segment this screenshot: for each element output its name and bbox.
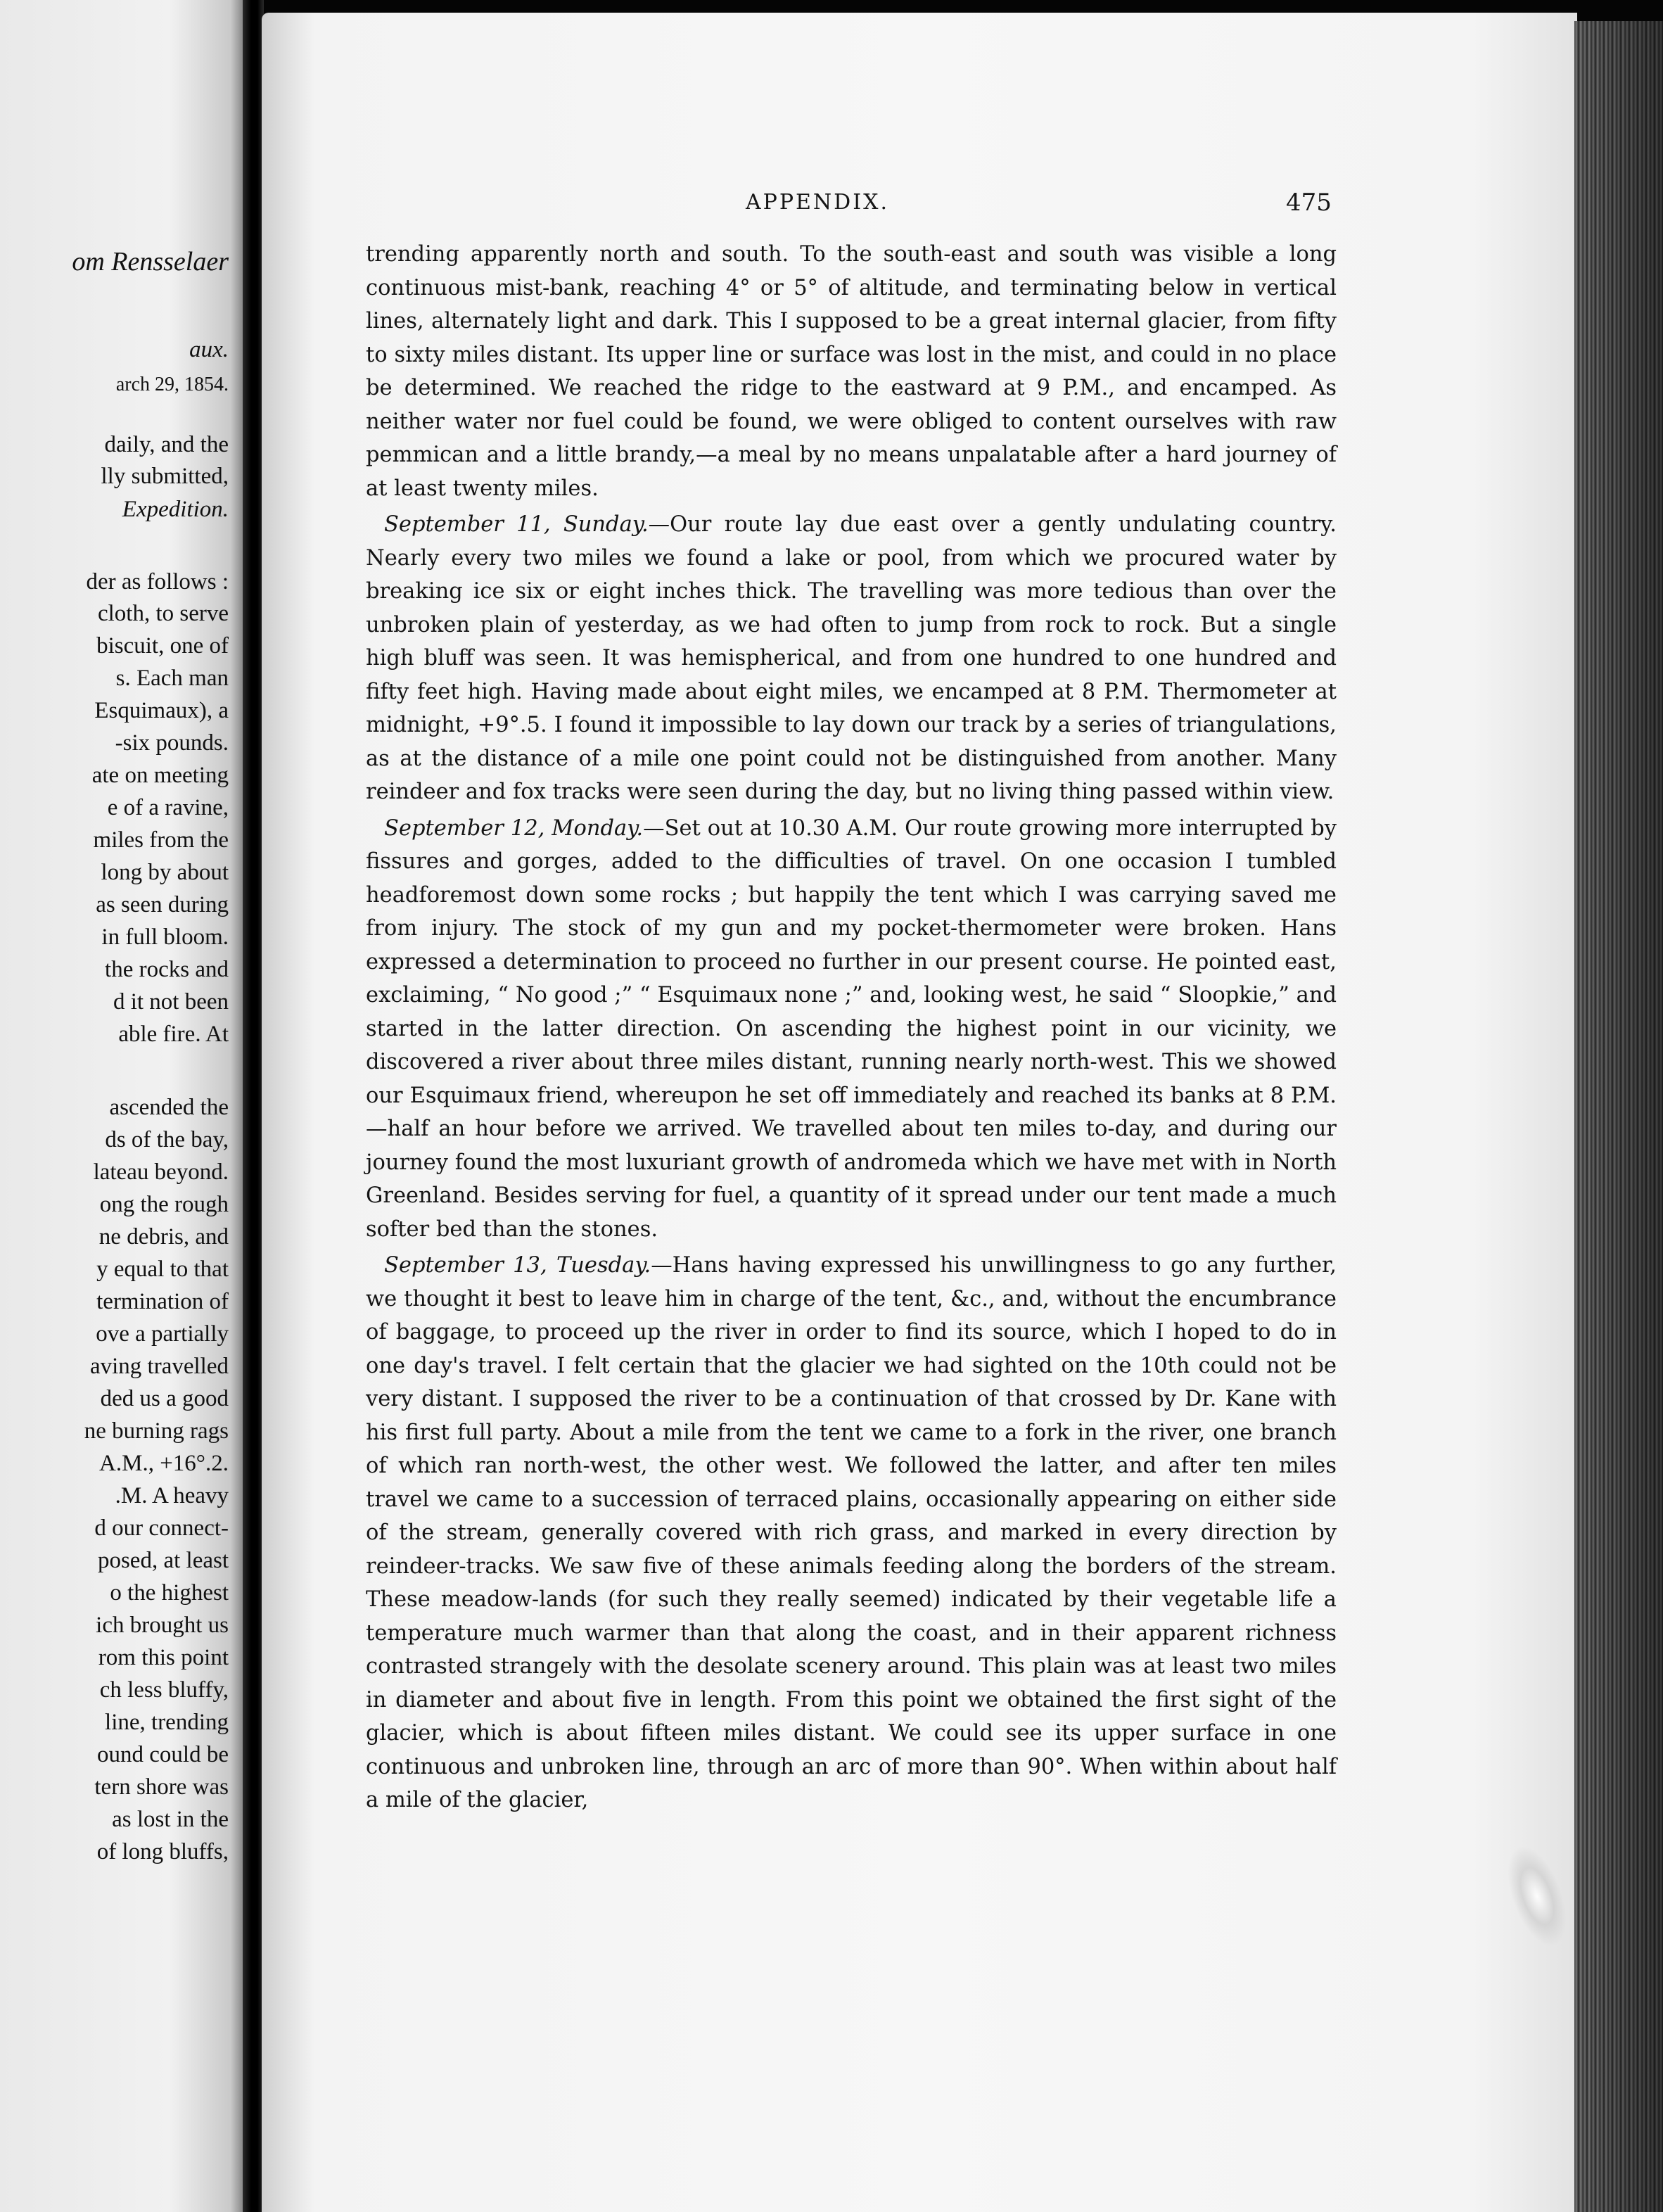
left-page-line: lly submitted, xyxy=(101,464,229,489)
left-page-line: tern shore was xyxy=(94,1774,229,1800)
entry-date: September 11, Sunday. xyxy=(384,512,649,537)
left-page-line: ove a partially xyxy=(96,1321,229,1347)
entry-date: September 13, Tuesday. xyxy=(384,1253,651,1278)
paragraph-sept-13 xyxy=(366,1249,1337,1817)
left-page-line: ound could be xyxy=(97,1742,229,1767)
left-page-line: rom this point xyxy=(98,1645,229,1670)
left-page-fragment xyxy=(0,0,243,2212)
left-page-line: -six pounds. xyxy=(115,730,229,756)
left-page-line: termination of xyxy=(96,1289,229,1314)
left-page-line: of long bluffs, xyxy=(96,1839,229,1864)
left-page-line: aux. xyxy=(189,337,229,362)
left-page-line: ds of the bay, xyxy=(105,1127,229,1152)
left-page-line: biscuit, one of xyxy=(96,633,229,659)
left-page-line: able fire. At xyxy=(118,1022,229,1047)
left-page-line: der as follows : xyxy=(86,569,229,595)
left-page-line: cloth, to serve xyxy=(97,601,229,626)
running-head: APPENDIX. xyxy=(746,190,889,215)
left-page-line: miles from the xyxy=(93,827,229,853)
left-page-line: lateau beyond. xyxy=(93,1159,229,1185)
left-page-line: ascended the xyxy=(109,1095,229,1120)
page-body xyxy=(366,238,1337,1817)
paragraph-continued: trending apparently north and south. To the south-east and south was visible a long continuous mist-bank, reaching 4° or 5° of altitude, and terminating below in vertical lines, alternately light and dark. This I supposed to be a great internal glacier, from fifty to sixty miles distant. Its upper line or surface was lost in the mist, and could in no place be determined. We reached the ridge to the eastward at 9 P.M., and encamped. As neither water nor fuel could be found, we were obliged to content ourselves with raw pemmican and a little brandy,—a meal by no means unpalatable after a hard journey of at least twenty miles. xyxy=(366,242,1337,501)
left-page-line: long by about xyxy=(101,860,229,885)
left-page-line: posed, at least xyxy=(97,1548,229,1573)
left-page-line: .M. A heavy xyxy=(115,1483,229,1508)
left-page-line: line, trending xyxy=(105,1710,229,1735)
entry-text: —Our route lay due east over a gently undulating country. Nearly every two miles we found a lake or pool, from which we procured water by breaking ice six or eight inches thick. The travelling was more tedious than over the unbroken plain of yesterday, as we had often to jump from rock to rock. But a single high bluff was seen. It was hemispherical, and from one hundred to one hundred and fifty feet high. Having made about eight miles, we encamped at 8 P.M. Thermometer at midnight, +9°.5. I found it impossible to lay down our track by a series of triangulations, as at the distance of a mile one point could not be distinguished from another. Many reindeer and fox tracks were seen during the day, but no living thing passed within view. xyxy=(366,512,1337,804)
left-page-line: in full bloom. xyxy=(101,924,229,950)
left-page-line: ich brought us xyxy=(96,1613,229,1638)
paragraph-sept-12 xyxy=(366,812,1337,1247)
left-page-line: Esquimaux), a xyxy=(94,698,229,723)
left-page-line: e of a ravine, xyxy=(107,795,229,820)
left-page-line: ate on meeting xyxy=(91,763,229,788)
page-edges-shade xyxy=(1574,21,1663,2212)
left-page-line: aving travelled xyxy=(89,1354,229,1379)
entry-text: —Set out at 10.30 A.M. Our route growing more interrupted by fissures and gorges, added to the difficulties of travel. On one occasion I tumbled headforemost down some rocks ; but happily the tent which I was carrying saved me from injury. The stock of my gun and my pocket-thermometer were broken. Hans expressed a determination to proceed no further in our present course. He pointed east, exclaiming, “ No good ;” “ Esquimaux none ;” and, looking west, he said “ Sloopkie,” and started in the latter direction. On ascending the highest point in our vicinity, we discovered a river about three miles distant, running nearly north-west. This we showed our Esquimaux friend, whereupon he set off immediately and reached its banks at 8 P.M.—half an hour before we arrived. We travelled about ten miles to-day, and during our journey found the most luxuriant growth of andromeda which we have met with in North Greenland. Besides serving for fuel, a quantity of it spread under our tent made a much softer bed than the stones. xyxy=(366,815,1337,1242)
left-page-line: Expedition. xyxy=(122,497,229,522)
left-page-line: the rocks and xyxy=(105,957,229,982)
left-page-line: d it not been xyxy=(113,989,229,1015)
left-page-line: daily, and the xyxy=(104,432,229,457)
book-gutter xyxy=(243,0,264,2212)
left-page-line: ch less bluffy, xyxy=(99,1677,229,1703)
left-page-line: y equal to that xyxy=(96,1257,229,1282)
left-page-line: om Rensselaer xyxy=(72,247,229,276)
left-page-line: as seen during xyxy=(96,892,229,917)
left-page-line: d our connect- xyxy=(94,1515,229,1541)
left-page-line: ne debris, and xyxy=(98,1224,229,1250)
page-number: 475 xyxy=(1286,189,1332,217)
left-page-line: A.M., +16°.2. xyxy=(99,1451,229,1476)
left-page-line: ded us a good xyxy=(100,1386,229,1411)
entry-text: —Hans having expressed his unwillingness to go any further, we thought it best to leave him in charge of the tent, &c., and, without the encumbrance of baggage, to proceed up the river in order to find its source, which I hoped to do in one day's travel. I felt certain that the glacier we had sighted on the 10th could not be very distant. I supposed the river to be a continuation of that crossed by Dr. Kane with his first full party. About a mile from the tent we came to a fork in the river, one branch of which ran north-west, the other west. We followed the latter, and after ten miles travel we came to a succession of terraced plains, occasionally appearing on either side of the stream, generally covered with rich grass, and marked in every direction by reindeer-tracks. We saw five of these animals feeding along the borders of the stream. These meadow-lands (for such they really seemed) indicated by their vegetable life a temperature much warmer than that along the coast, and in their apparent richness contrasted strangely with the desolate scenery around. This plain was at least two miles in diameter and about five in length. From this point we obtained the first sight of the glacier, which is about fifteen miles distant. We could see its upper surface in one continuous and unbroken line, through an arc of more than 90°. When within about half a mile of the glacier, xyxy=(366,1253,1337,1812)
left-page-line: as lost in the xyxy=(112,1807,229,1832)
left-page-line: s. Each man xyxy=(115,666,229,691)
entry-date: September 12, Monday. xyxy=(384,815,644,841)
paragraph-sept-11 xyxy=(366,508,1337,809)
left-page-line: arch 29, 1854. xyxy=(115,374,229,395)
left-page-line: ne burning rags xyxy=(84,1418,229,1444)
left-page-line: o the highest xyxy=(110,1580,229,1606)
left-page-line: ong the rough xyxy=(99,1192,229,1217)
